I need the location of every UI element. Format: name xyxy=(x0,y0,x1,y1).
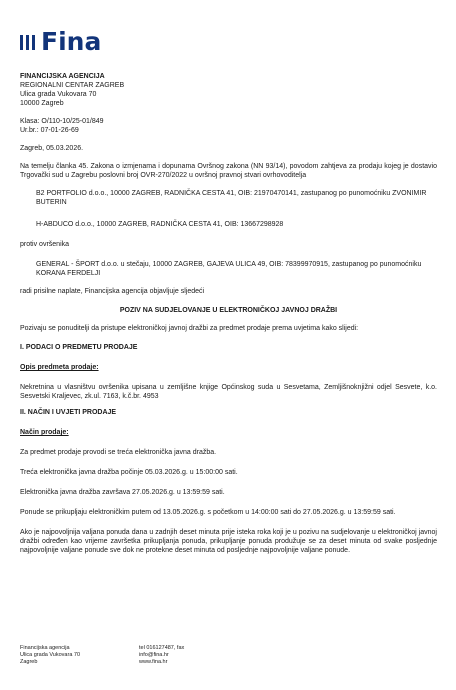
logo-bars-icon xyxy=(20,35,35,50)
creditor-1: B2 PORTFOLIO d.o.o., 10000 ZAGREB, RADNIČKA CESTA 41, OIB: 21970470141, zastupanog po punomoćniku ZVONIMIR BUTERIN xyxy=(36,190,427,206)
page-footer xyxy=(20,645,440,666)
footer-contact xyxy=(139,645,259,666)
section-2-heading: II. NAČIN I UVJETI PRODAJE xyxy=(20,409,117,416)
creditor-2: H-ABDUCO d.o.o., 10000 ZAGREB, RADNIČKA CESTA 41, OIB: 13667298928 xyxy=(36,221,284,228)
sender-org: FINANCIJSKA AGENCIJA xyxy=(20,73,105,80)
section-1-heading: I. PODACI O PREDMETU PRODAJE xyxy=(20,344,138,351)
footer-address xyxy=(20,645,139,666)
footer-street: Ulica grada Vukovara 70 xyxy=(20,652,81,658)
sender-center: REGIONALNI CENTAR ZAGREB xyxy=(20,82,125,89)
method-heading: Način prodaje: xyxy=(20,429,69,436)
debtor: GENERAL - ŠPORT d.o.o. u stečaju, 10000 ZAGREB, GAJEVA ULICA 49, OIB: 78399970915, zastupanog po punomoćniku KORANA FERDELJI xyxy=(36,261,422,277)
subject-heading: Opis predmeta prodaje: xyxy=(20,364,99,371)
sender-block xyxy=(20,72,437,108)
document-body xyxy=(20,72,437,555)
logo-text: Fina xyxy=(41,27,102,56)
reference-block xyxy=(20,117,437,135)
footer-email[interactable]: info@fina.hr xyxy=(139,652,169,658)
fina-logo xyxy=(20,28,101,56)
footer-web[interactable]: www.fina.hr xyxy=(139,659,168,665)
method-4: Ponude se prikupljaju elektroničkim putem od 13.05.2026.g. s početkom u 14:00:00 sati do 27.05.2026.g. u 13:59:59 sati. xyxy=(20,509,396,516)
notice-title: POZIV NA SUDJELOVANJE U ELEKTRONIČKOJ JAVNOJ DRAŽBI xyxy=(119,307,338,314)
footer-org: Financijska agencija xyxy=(20,645,70,651)
sender-city: 10000 Zagreb xyxy=(20,100,64,107)
method-2: Treća elektronička javna dražba počinje 05.03.2026.g. u 15:00:00 sati. xyxy=(20,469,238,476)
urbroj: Ur.br.: 07-01-26-69 xyxy=(20,127,79,134)
subject-text: Nekretnina u vlasništvu ovršenika upisana u zemljišne knjige Općinskog suda u Sesvetama, Zemljišnoknjižni odjel Sesvete, k.o. Sesvetski Kraljevec, zk.ul. 7163, k.č.br. 4953 xyxy=(20,384,437,400)
method-3: Elektronička javna dražba završava 27.05.2026.g. u 13:59:59 sati. xyxy=(20,489,225,496)
intro-paragraph: Na temelju članka 45. Zakona o izmjenama i dopunama Ovršnog zakona (NN 93/14), povodom zahtjeva za prodaju kojeg je dostavio Trgovački sud u Zagrebu poslovni broj OVR-270/2022 u ovršnoj pravnoj stvari ovrhovoditelja xyxy=(20,163,437,179)
sender-street: Ulica grada Vukovara 70 xyxy=(20,91,97,98)
publish-line: radi prisilne naplate, Financijska agencija objavljuje sljedeći xyxy=(20,288,205,295)
footer-tel: tel 016127487, fax xyxy=(139,645,185,651)
date-line: Zagreb, 05.03.2026. xyxy=(20,145,84,152)
invite-paragraph: Pozivaju se ponuditelji da pristupe elektroničkoj javnoj dražbi za predmet prodaje prema uvjetima kako slijedi: xyxy=(20,325,359,332)
against-label: protiv ovršenika xyxy=(20,241,70,248)
footer-city: Zagreb xyxy=(20,659,38,665)
klasa: Klasa: O/110-10/25-01/849 xyxy=(20,118,104,125)
method-5: Ako je najpovoljnija valjana ponuda dana u zadnjih deset minuta prije isteka roka koji je u pozivu na sudjelovanje u elektroničkoj javnoj dražbi određen kao vrijeme završetka prikupljanja ponuda, prikupljanje ponuda produžuje se za deset minuta od svake posljednje najpovoljnije valjane ponude sve dok ne protekne deset minuta od posljednje najpovoljnije valjane ponude. xyxy=(20,529,437,554)
method-1: Za predmet prodaje provodi se treća elektronička javna dražba. xyxy=(20,449,217,456)
